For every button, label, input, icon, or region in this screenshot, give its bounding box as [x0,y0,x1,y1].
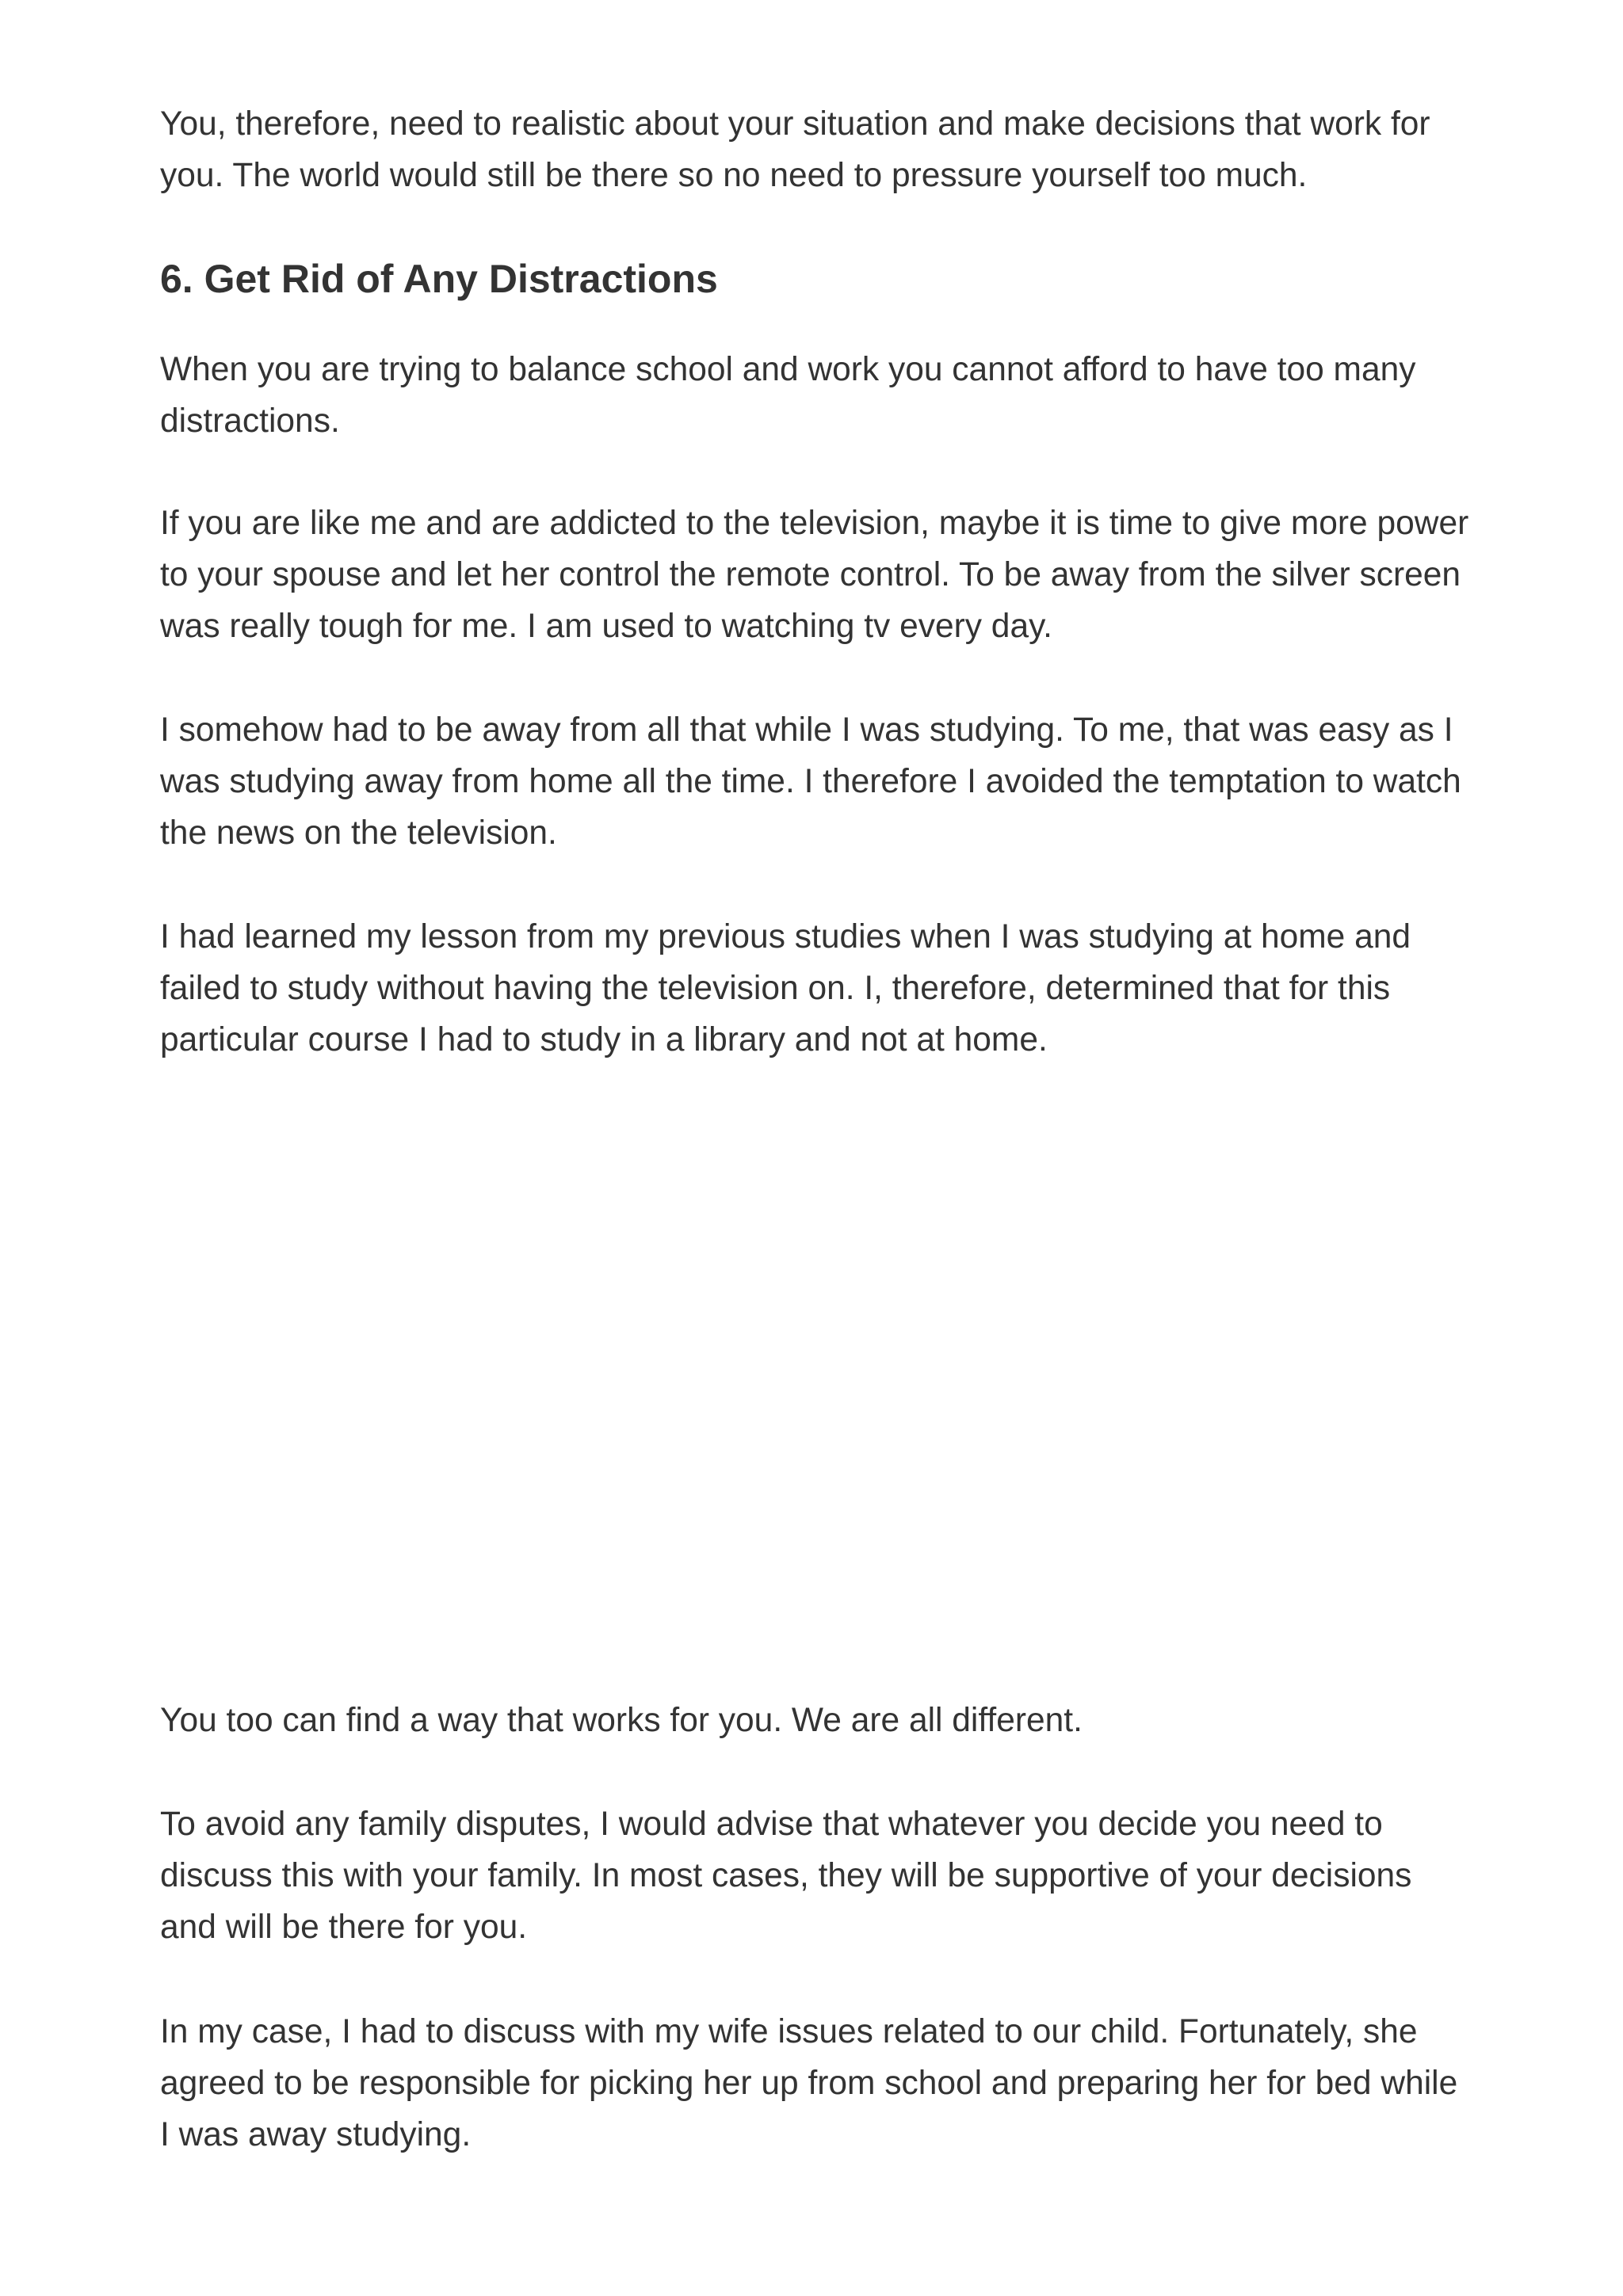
paragraph: I had learned my lesson from my previous studies when I was studying at home and failed to study without having the television on. I, therefore, determined that for this particular course I had to study in a library and not at home. [160,918,1411,1058]
paragraph: In my case, I had to discuss with my wife issues related to our child. Fortunately, she agreed to be responsible for picking her up from school and preparing her for bed while I was away studying. [160,2013,1458,2153]
paragraph: I somehow had to be away from all that while I was studying. To me, that was easy as I was studying away from home all the time. I therefore I avoided the temptation to watch the news on the television. [160,711,1461,852]
article-page [160,0,1476,2296]
paragraph: When you are trying to balance school and work you cannot afford to have too many distractions. [160,351,1416,440]
paragraph: To avoid any family disputes, I would advise that whatever you decide you need to discuss this with your family. In most cases, they will be supportive of your decisions and will be there for you. [160,1806,1412,1946]
paragraph: You, therefore, need to realistic about your situation and make decisions that work for you. The world would still be there so no need to pressure yourself too much. [160,105,1430,194]
paragraph: You too can find a way that works for you. We are all different. [160,1702,1083,1739]
section-heading: 6. Get Rid of Any Distractions [160,257,718,301]
paragraph: If you are like me and are addicted to the television, maybe it is time to give more power to your spouse and let her control the remote control. To be away from the silver screen was really tough for me. I am used to watching tv every day. [160,505,1469,645]
